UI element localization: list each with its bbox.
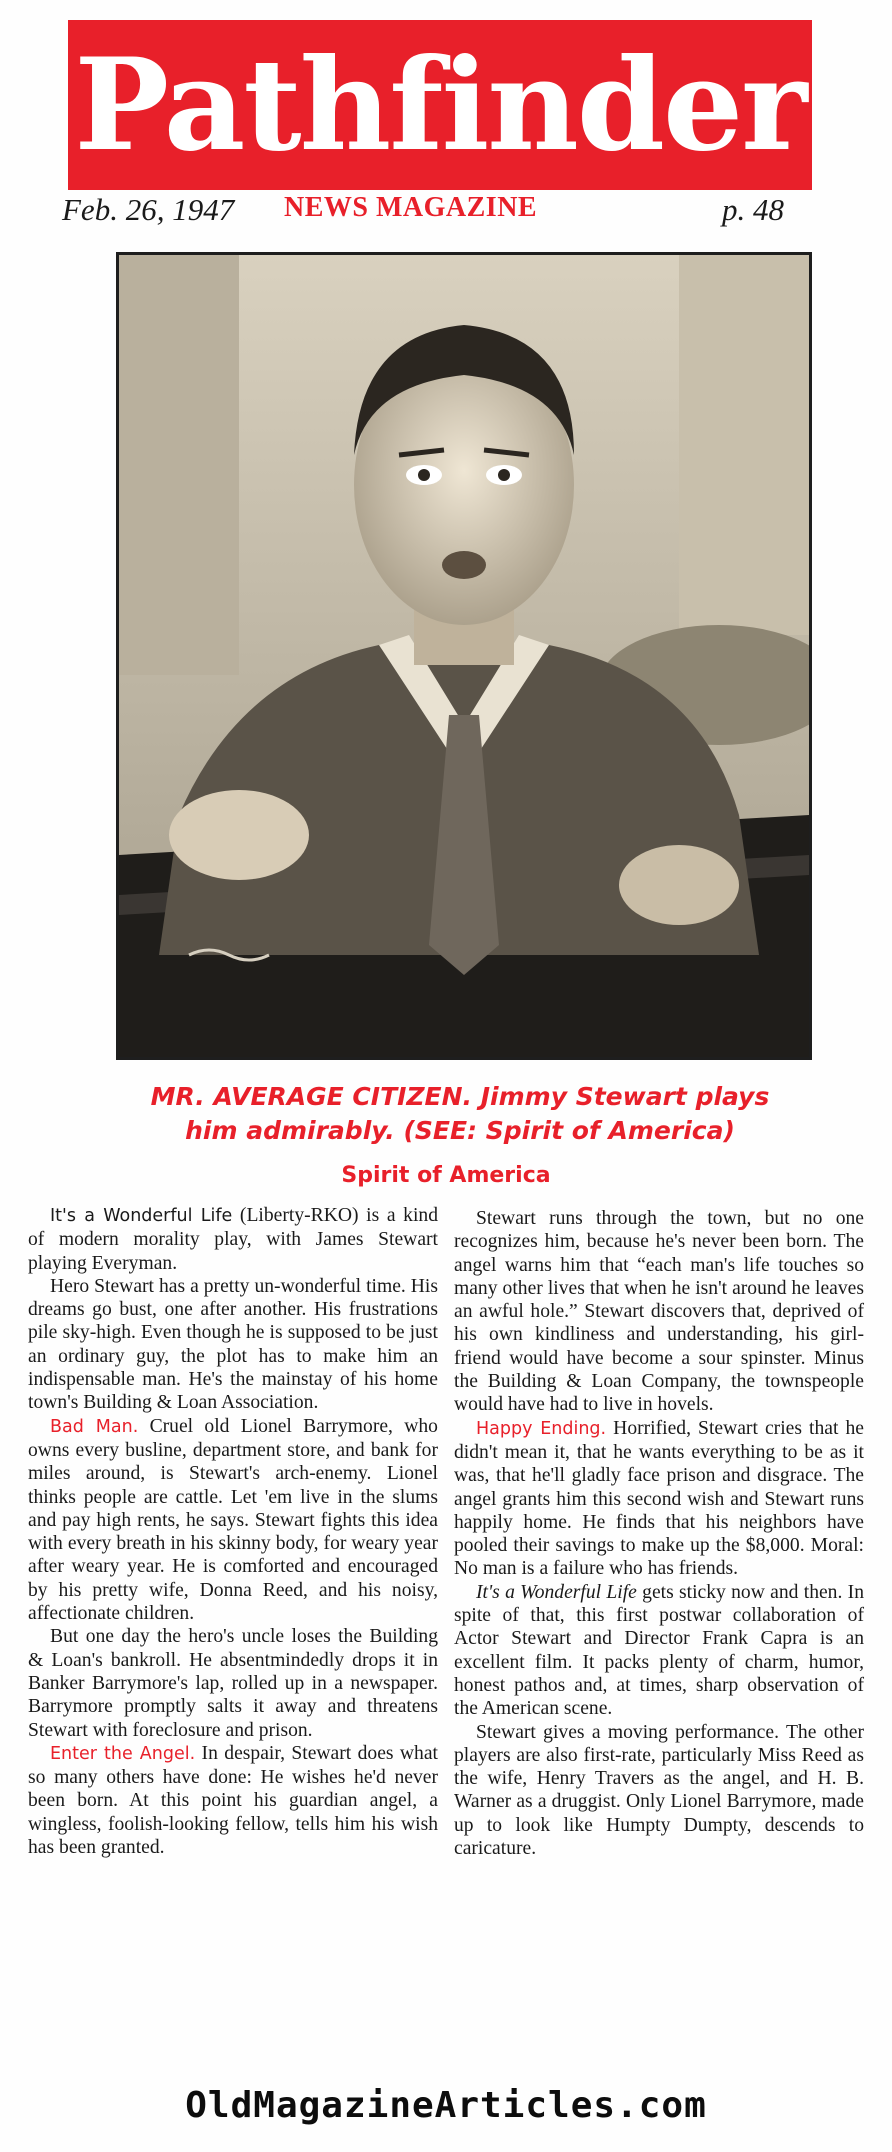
caption-line: MR. AVERAGE CITIZEN. Jimmy Stewart plays [150, 1082, 770, 1111]
caption-line: him admirably. (SEE: Spirit of America) [185, 1116, 735, 1145]
issue-date: Feb. 26, 1947 [62, 192, 235, 227]
article-photo [116, 252, 812, 1060]
paragraph: Stewart gives a moving performance. The other players are also first-rate, particularly Miss Reed as the wife, Henry Travers as the angel, and H. B. Warner as a druggist. Only Lionel Barrymore, made up to look like Humpty Dumpty, descends to caricature. [454, 1721, 864, 1860]
magazine-subtitle: NEWS MAGAZINE [284, 192, 538, 223]
paragraph: Hero Stewart has a pretty un-wonderful time. His dreams go bust, one after another. His frustrations pile sky-high. Even though he is supposed to be just an ordinary guy, the plot has to make him an indispensable man. He's the mainstay of his home town's Building & Loan Association. [28, 1275, 438, 1414]
section-title: Spirit of America [341, 1163, 551, 1188]
paragraph: But one day the hero's uncle loses the Building & Loan's bankroll. He absentmindedly drops it in Banker Barrymore's lap, rolled up in a newspaper. Barrymore promptly salts it away and threatens Stewart with foreclosure and prison. [28, 1626, 438, 1741]
masthead-title: Pathfinder [68, 20, 812, 190]
photo-illustration [119, 255, 809, 1057]
article-column-right [454, 1207, 864, 1860]
film-title-italic: It's a Wonderful Life [476, 1581, 637, 1603]
page-number: p. 48 [722, 192, 784, 227]
paragraph: Happy Ending. Horrified, Stewart cries that he didn't mean it, that he wants everything to be as it was, that he'll gladly face prison and disgrace. The angel grants him this second wish and Stewart runs happily home. He finds that his neighbors have pooled their savings to make up the $8,000. Moral: No man is a failure who has friends. [454, 1417, 864, 1580]
subhead-enter-the-angel: Enter the Angel. [50, 1743, 196, 1764]
subhead-happy-ending: Happy Ending. [476, 1418, 607, 1439]
photo-caption [90, 1080, 830, 1148]
film-title-lead: It's a Wonderful Life [50, 1206, 233, 1226]
paragraph: Bad Man. Cruel old Lionel Barrymore, who owns every busline, department store, and bank for miles around, is Stewart's arch-enemy. Lionel thinks people are cattle. Let 'em live in the slums and pay high rents, he says. Stewart fights this idea with every breath in his skinny body, for weary year after weary year. He is comforted and encouraged by his pretty wife, Donna Reed, and his noisy, affectionate children. [28, 1415, 438, 1625]
paragraph: Enter the Angel. In despair, Stewart does what so many others have done: He wishes he'd never been born. At this point his guardian angel, a wingless, foolish-looking fellow, tells him his wish has been granted. [28, 1742, 438, 1859]
paragraph: Stewart runs through the town, but no one recognizes him, because he's never been born. The angel warns him that “each man's life touches so many other lives that when he isn't around he leaves an awful hole.” Stewart discovers that, deprived of his own kindliness and understanding, his girl-friend would have become a sour spinster. Minus the Building & Loan Company, the townspeople would have had to live in hovels. [454, 1208, 864, 1416]
paragraph: It's a Wonderful Life gets sticky now and then. In spite of that, this first postwar collaboration of Actor Stewart and Director Frank Capra is an excellent film. It packs plenty of charm, humor, honest pathos and, at times, sharp observation of the American scene. [454, 1581, 864, 1720]
paragraph: It's a Wonderful Life (Liberty-RKO) is a kind of modern morality play, with James Stewart playing Everyman. [28, 1205, 438, 1274]
source-watermark: OldMagazineArticles.com [185, 2085, 707, 2126]
issue-info-row [62, 192, 822, 236]
subhead-bad-man: Bad Man. [50, 1416, 139, 1437]
article-column-left [28, 1204, 438, 1859]
